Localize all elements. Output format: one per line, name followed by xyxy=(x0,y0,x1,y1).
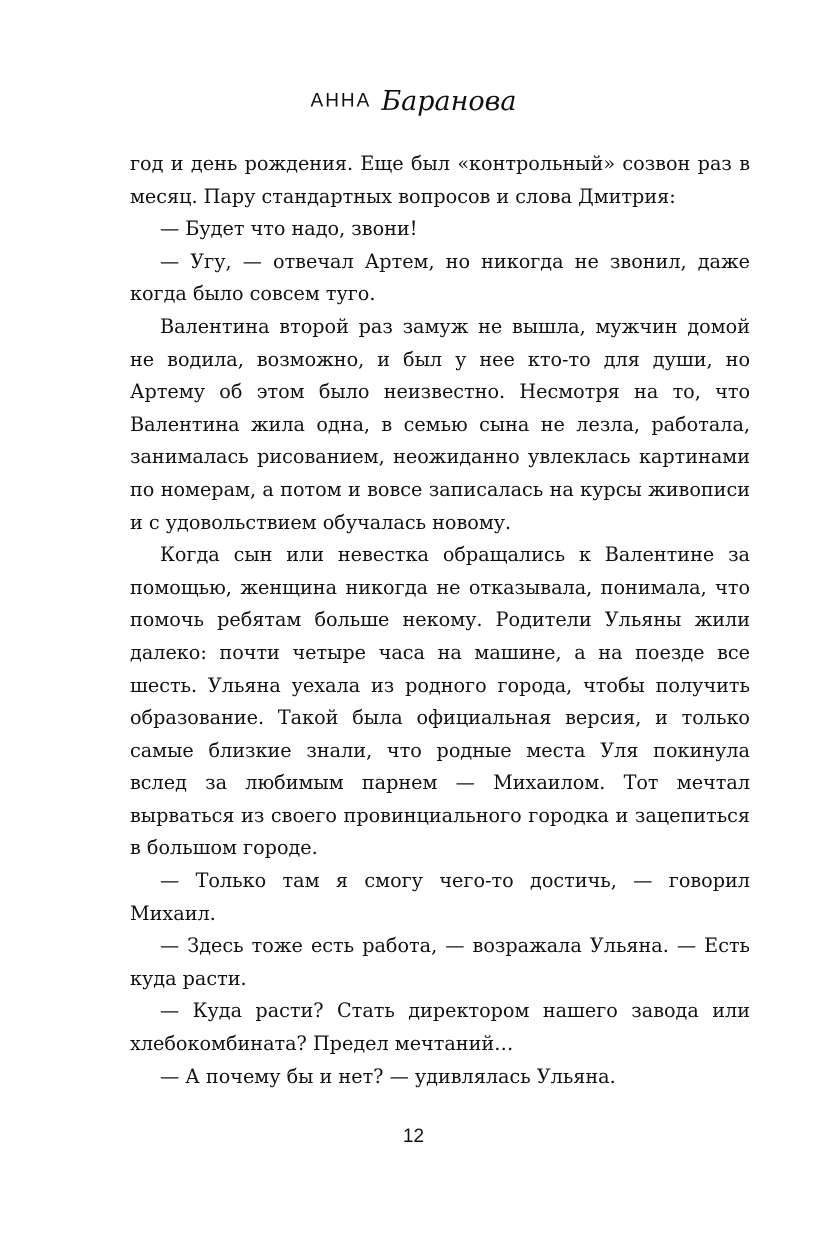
paragraph: — А почему бы и нет? — удивлялась Ульяна. xyxy=(160,1064,616,1088)
author-first-name: АННА xyxy=(310,90,372,112)
paragraph: — Угу, — отвечал Артем, но никогда не звонил, даже когда было совсем туго. xyxy=(130,249,750,306)
paragraph: — Здесь тоже есть работа, — возражала Ульяна. — Есть куда расти. xyxy=(130,934,750,990)
paragraph: — Будет что надо, звони! xyxy=(160,217,418,241)
paragraph: год и день рождения. Еще был «контрольный» созвон раз в месяц. Пару стандартных вопросов и слова Дмитрия: xyxy=(130,152,750,208)
paragraph: — Только там я смогу чего-то достичь, — говорил Михаил. xyxy=(130,869,750,925)
author-last-name: Баранова xyxy=(381,86,517,117)
page-number: 12 xyxy=(402,1126,425,1147)
paragraph: Валентина второй раз замуж не вышла, мужчин домой не водила, возможно, и был у нее кто-то для души, но Артему об этом было неизвестно. Несмотря на то, что Валентина жила одна, в семью сына не лезла, работала, занималась рисованием, неожиданно увлеклась картинами по номерам, а потом и вовсе записалась на курсы живописи и с удовольствием обучалась новому. xyxy=(130,314,750,534)
paragraph: — Куда расти? Стать директором нашего завода или хлебокомбината? Предел мечтаний… xyxy=(130,999,750,1056)
body-text xyxy=(130,148,750,1093)
running-header xyxy=(0,86,827,117)
paragraph: Когда сын или невестка обращались к Валентине за помощью, женщина никогда не отказывала, понимала, что помочь ребятам больше некому. Родители Ульяны жили далеко: почти четыре часа на машине, а на поезде все шесть. Ульяна уехала из родного города, чтобы получить образование. Такой была официальная версия, и только самые близкие знали, что родные места Уля покинула вслед за любимым парнем — Михаилом. Тот мечтал вырваться из своего провинциального городка и зацепиться в большом городе. xyxy=(130,543,750,860)
